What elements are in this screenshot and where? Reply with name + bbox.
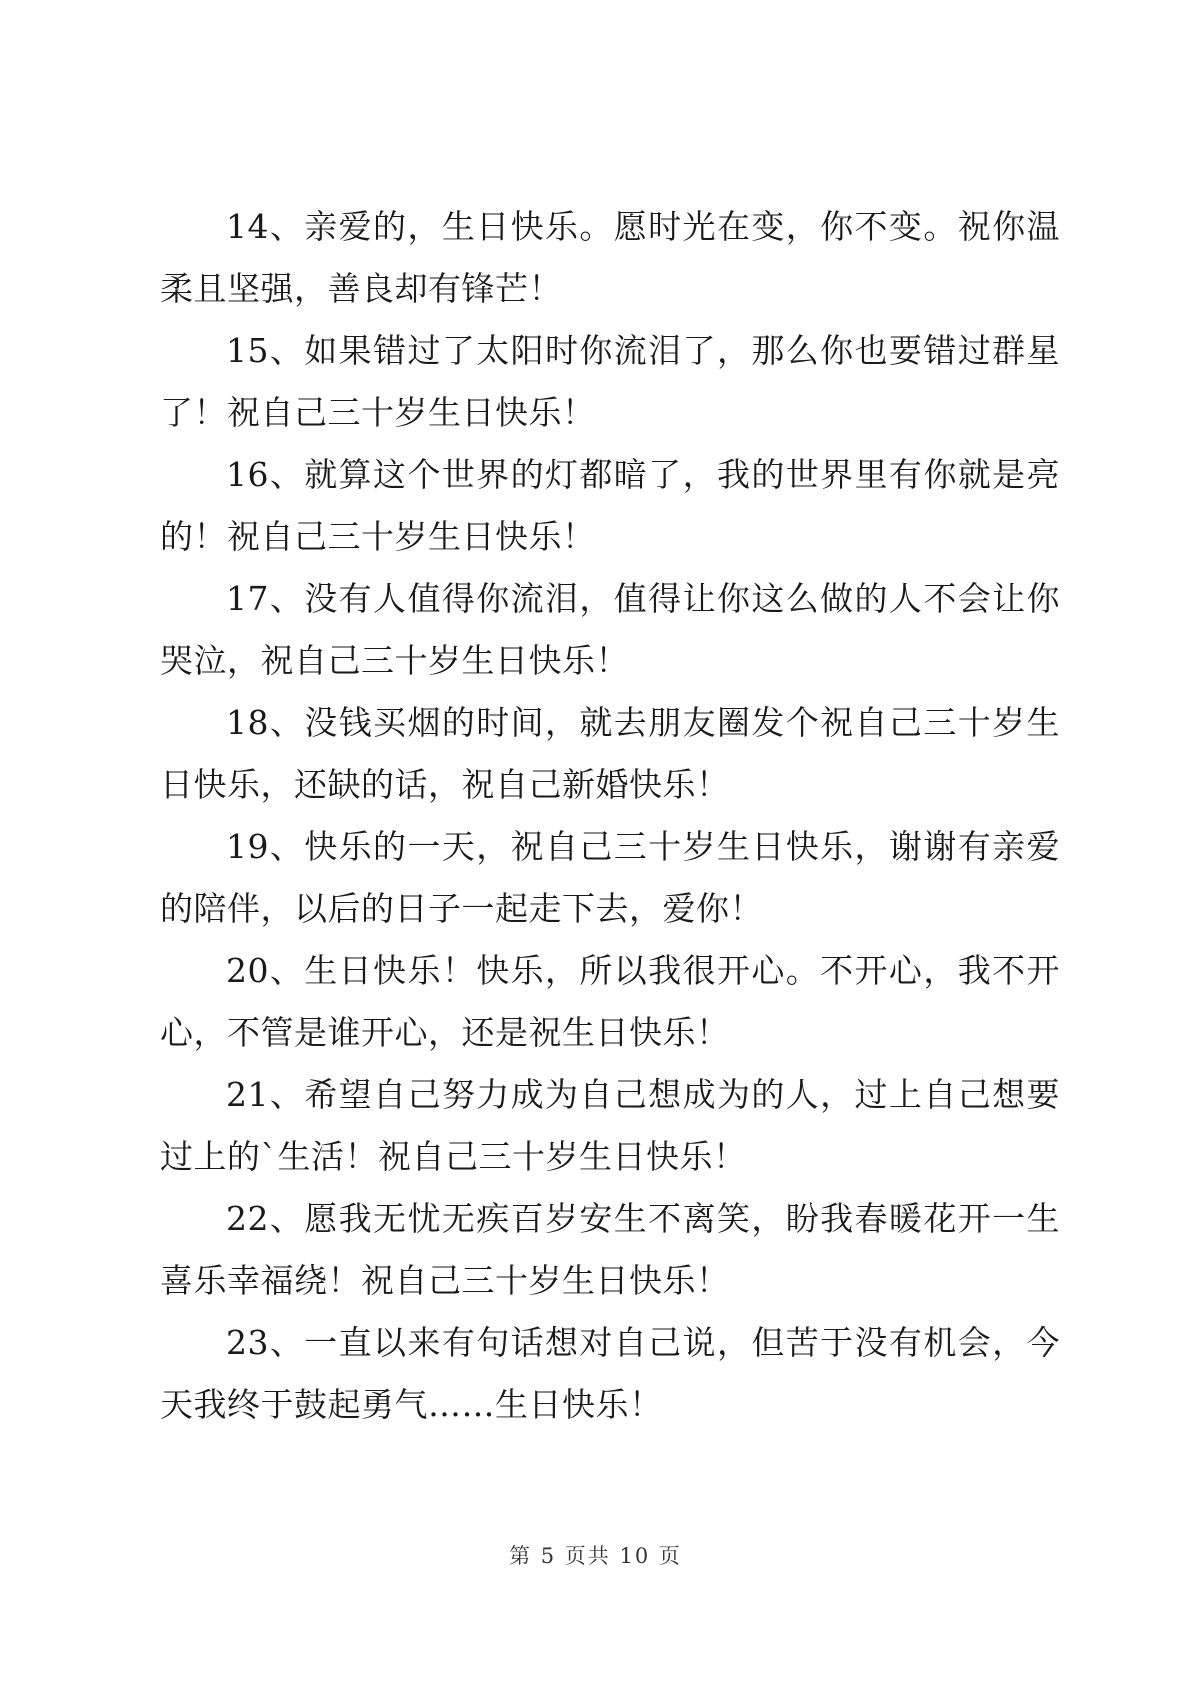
paragraph-14: 14、亲爱的，生日快乐。愿时光在变，你不变。祝你温柔且坚强，善良却有锋芒！: [160, 207, 1060, 308]
paragraph-21: 21、希望自己努力成为自己想成为的人，过上自己想要过上的`生活！祝自己三十岁生日快乐！: [160, 1075, 1060, 1176]
paragraph-16: 16、就算这个世界的灯都暗了，我的世界里有你就是亮的！祝自己三十岁生日快乐！: [160, 455, 1060, 556]
document-body: [160, 196, 1060, 1436]
paragraph-23: 23、一直以来有句话想对自己说，但苦于没有机会，今天我终于鼓起勇气……生日快乐！: [160, 1323, 1060, 1424]
paragraph-17: 17、没有人值得你流泪，值得让你这么做的人不会让你哭泣，祝自己三十岁生日快乐！: [160, 579, 1060, 680]
paragraph-15: 15、如果错过了太阳时你流泪了，那么你也要错过群星了！祝自己三十岁生日快乐！: [160, 331, 1060, 432]
page-footer: 第 5 页共 10 页: [509, 1544, 682, 1568]
paragraph-18: 18、没钱买烟的时间，就去朋友圈发个祝自己三十岁生日快乐，还缺的话，祝自己新婚快乐！: [160, 703, 1060, 804]
paragraph-22: 22、愿我无忧无疾百岁安生不离笑，盼我春暖花开一生喜乐幸福绕！祝自己三十岁生日快乐！: [160, 1199, 1060, 1300]
paragraph-20: 20、生日快乐！快乐，所以我很开心。不开心，我不开心，不管是谁开心，还是祝生日快乐！: [160, 951, 1060, 1052]
paragraph-19: 19、快乐的一天，祝自己三十岁生日快乐，谢谢有亲爱的陪伴，以后的日子一起走下去，爱你！: [160, 827, 1060, 928]
